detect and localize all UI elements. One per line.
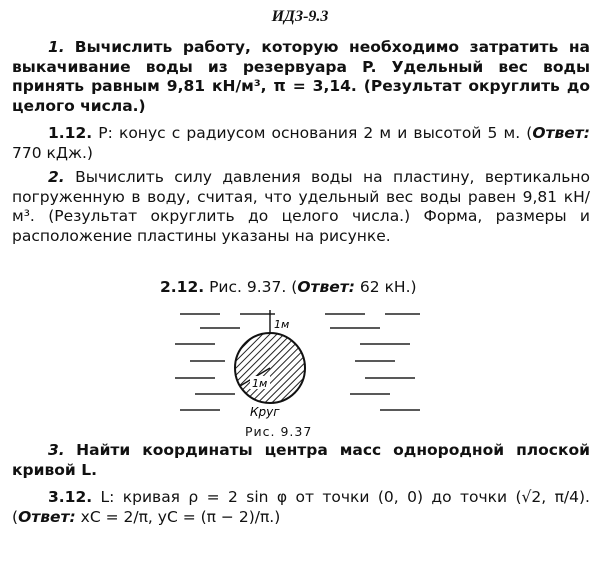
- page-title: ИДЗ-9.3: [271, 8, 329, 25]
- figure-caption: Рис. 9.37: [245, 424, 313, 439]
- variant-1-text: P: конус с радиусом основания 2 м и высотой 5 м.: [98, 124, 521, 142]
- variant-3-answer-label: Ответ:: [18, 507, 76, 526]
- problem-3-number: 3.: [48, 441, 65, 459]
- problem-3-text: Найти координаты центра масс однородной плоской кривой L.: [12, 441, 590, 479]
- variant-1-answer: 770 кДж.): [12, 143, 93, 162]
- variant-3-number: 3.12.: [48, 488, 93, 506]
- problem-1-number: 1.: [48, 38, 65, 56]
- variant-2-answer: 62 кН.): [359, 278, 417, 296]
- problem-2-text: Вычислить силу давления воды на пластину, вертикально погруженную в воду, считая, что удельный вес воды равен 9,81 кН/м³. (Результат округлить до целого числа.) Форма, размеры и расположение пластины указаны на рисунке.: [12, 168, 590, 245]
- variant-1-number: 1.12.: [48, 124, 93, 142]
- problem-1: [12, 38, 590, 116]
- problem-3: [12, 441, 590, 480]
- figure-9-37: [170, 306, 430, 436]
- variant-1-answer-label: Ответ:: [532, 124, 590, 142]
- variant-3-answer: xC = 2/π, yC = (π − 2)/π.): [80, 507, 281, 526]
- radius-label: 1м: [252, 377, 268, 390]
- problem-2-number: 2.: [48, 168, 65, 186]
- variant-3-12: 3.12. L: кривая ρ = 2 sin φ от точки (0, 0) до точки (√2, π/4). (Ответ: xC = 2/π, yC = (π − 2)/π.): [12, 488, 590, 526]
- depth-label: 1м: [274, 318, 290, 331]
- variant-1-12: 1.12. P: конус с радиусом основания 2 м и высотой 5 м. (Ответ: 770 кДж.): [12, 124, 590, 162]
- variant-2-12: 2.12. Рис. 9.37. (Ответ: 62 кН.): [160, 278, 417, 296]
- shape-label: Круг: [250, 405, 280, 419]
- problem-1-text: Вычислить работу, которую необходимо затратить на выкачивание воды из резервуара P. Удельный вес воды принять равным 9,81 кН/м³, π = 3,14. (Результат округлить до целого числа.): [12, 38, 590, 115]
- problem-2: [12, 168, 590, 246]
- variant-2-answer-label: Ответ:: [297, 278, 355, 296]
- variant-2-number: 2.12.: [160, 278, 205, 296]
- variant-2-text: Рис. 9.37.: [209, 278, 287, 296]
- variant-3-text: L: кривая ρ = 2 sin φ от точки (0, 0) до точки (√2, π/4).: [100, 488, 590, 506]
